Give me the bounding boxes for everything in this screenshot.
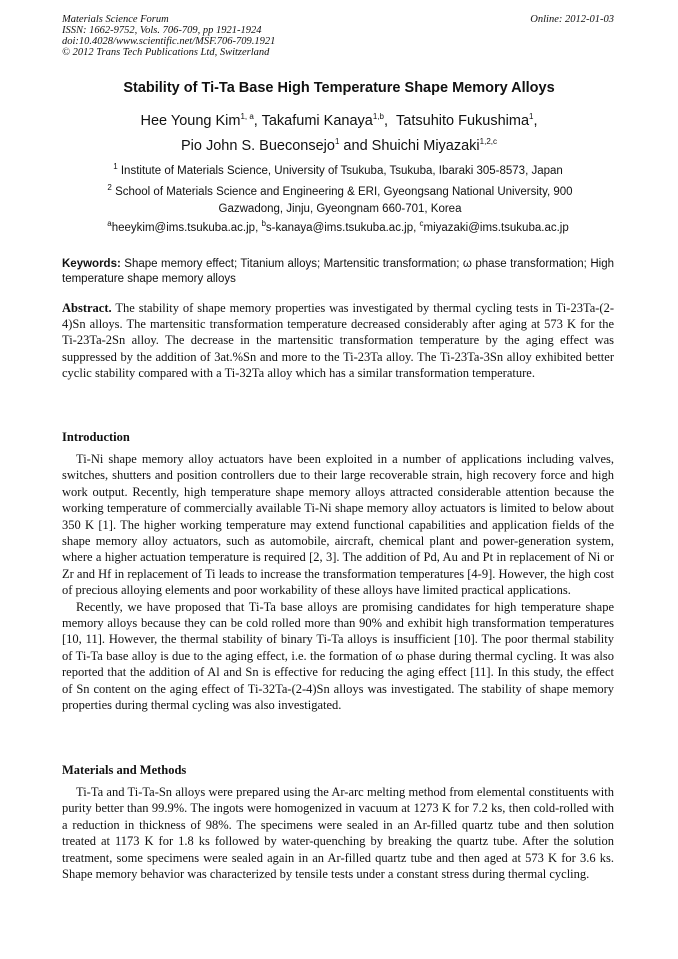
email-address[interactable]: miyazaki@ims.tsukuba.ac.jp [423, 222, 569, 234]
abstract [62, 300, 614, 381]
author-affiliation-mark: 1 [529, 112, 534, 122]
author-name: Takafumi Kanaya [261, 113, 373, 129]
author-affiliation-mark: 1 [334, 137, 340, 147]
email-line: $^a$heeykim@ims.tsukuba.ac.jp, $^b$s-kanaya@ims.tsukuba.ac.jp, $^c$miyazaki@ims.tsukuba.ac.jp [107, 219, 569, 234]
email-address[interactable]: s-kanaya@ims.tsukuba.ac.jp [265, 222, 414, 234]
email-address[interactable]: heeykim@ims.tsukuba.ac.jp [111, 222, 256, 234]
author-line-2: Pio John S. Bueconsejo$^1$ and Shuichi Miyazaki$^{1,2,c}$ [180, 137, 497, 154]
paragraph: Ti-Ta and Ti-Ta-Sn alloys were prepared using the Ar-arc melting method from elemental constituents with purity better than 99.9%. The ingots were homogenized in vacuum at 1273 K for 7.2 ks, then cold-rolled with a reduction in thickness of 98%. The specimens were sealed in an Ar-filled quartz tube and then solution treated at 1173 K for 1.8 ks followed by water-quenching by breaking the quartz tube. After the solution treatment, some specimens were sealed again in an Ar-filled quartz tube and then aged at 573 K for 3.6 ks. Shape memory behavior was characterized by tensile tests under a constant stress during thermal cycling. [62, 785, 614, 882]
author-name: Shuichi Miyazaki [371, 138, 480, 154]
author-name: Hee Young Kim [140, 113, 241, 129]
journal-copyright: © 2012 Trans Tech Publications Ltd, Switzerland [62, 47, 270, 58]
author-name: Tatsuhito Fukushima [396, 113, 530, 129]
author-name: Pio John S. Bueconsejo [180, 138, 335, 154]
materials-methods-body [62, 784, 614, 882]
introduction-body [62, 451, 614, 714]
keywords-label: Keywords: [62, 258, 121, 270]
journal-issn: ISSN: 1662-9752, Vols. 706-709, pp 1921-1924 [62, 25, 262, 36]
author-affiliation-mark: 1, a [240, 112, 254, 122]
introduction-heading: Introduction [62, 430, 130, 444]
abstract-label: Abstract. [62, 301, 112, 315]
author-affiliation-mark: 1,b [372, 112, 384, 122]
author-line-1: Hee Young Kim$^{1, a}$, Takafumi Kanaya$^{1,b}$, Tatsuhito Fukushima$^1$, [140, 112, 538, 129]
author-affiliation-mark: 1,2,c [479, 137, 497, 147]
journal-header [62, 14, 614, 58]
paper-title: Stability of Ti-Ta Base High Temperature Shape Memory Alloys [123, 80, 555, 96]
affiliation-2: $^2$ School of Materials Science and Engineering & ERI, Gyeongsang National University, 900 Gazwadong, Jinju, Gyeongnam 660-701, Korea [107, 183, 573, 215]
keywords-text: Shape memory effect; Titanium alloys; Martensitic transformation; ω phase transformation; High temperature shape memory alloys [62, 258, 614, 285]
keywords [62, 257, 614, 287]
abstract-text: The stability of shape memory properties was investigated by thermal cycling tests in Ti-23Ta-(2-4)Sn alloys. The martensitic transformation temperature decreased considerably after aging at 573 K for the Ti-23Ta-2Sn alloy. The decrease in the martensitic transformation temperature by the aging effect was suppressed by the addition of 3at.%Sn and more to the Ti-23Ta alloy. The Ti-23Ta-3Sn alloy exhibited better cyclic stability compared with a Ti-32Ta alloy which has a similar transformation temperature. [62, 301, 614, 380]
online-date: Online: 2012-01-03 [530, 14, 614, 25]
materials-methods-heading: Materials and Methods [62, 763, 187, 777]
affiliation-1: $^1$ Institute of Materials Science, University of Tsukuba, Tsukuba, Ibaraki 305-8573, Japan [113, 162, 563, 177]
paragraph: Recently, we have proposed that Ti-Ta base alloys are promising candidates for high temperature shape memory alloys because they can be cold rolled more than 90% and exhibit high transformation temperatures [10, 11]. However, the thermal stability of binary Ti-Ta alloys is insufficient [10]. The poor thermal stability of Ti-Ta base alloy is due to the aging effect, i.e. the formation of ω phase during thermal cycling. It was also reported that the addition of Al and Sn is effective for reducing the aging effect [11]. In this study, the effect of Sn content on the aging effect of Ti-32Ta-(2-4)Sn alloys was investigated. The stability of shape memory properties during thermal cycling was also investigated. [62, 599, 614, 713]
journal-doi: doi:10.4028/www.scientific.net/MSF.706-709.1921 [62, 36, 276, 47]
paragraph: Ti-Ni shape memory alloy actuators have been exploited in a number of applications including valves, switches, shutters and position controllers due to their large recoverable strain, high recovery force and high work output. Recently, high temperature shape memory alloys attracted considerable attention because the working temperature of commercially available Ti-Ni shape memory alloy actuators is limited to below about 350 K [1]. The higher working temperature may extend functional capabilities and application fields of the shape memory alloy actuators, such as automobile, aircraft, chemical plant and power-generation system, where a higher actuation temperature is required [2, 3]. The addition of Pd, Au and Pt in replacement of Ni or Zr and Hf in replacement of Ti leads to increase the transformation temperatures [4-9]. However, the high cost of precious alloying elements and poor workability of these alloys have limited practical applications. [62, 452, 614, 598]
journal-name: Materials Science Forum [62, 14, 169, 25]
